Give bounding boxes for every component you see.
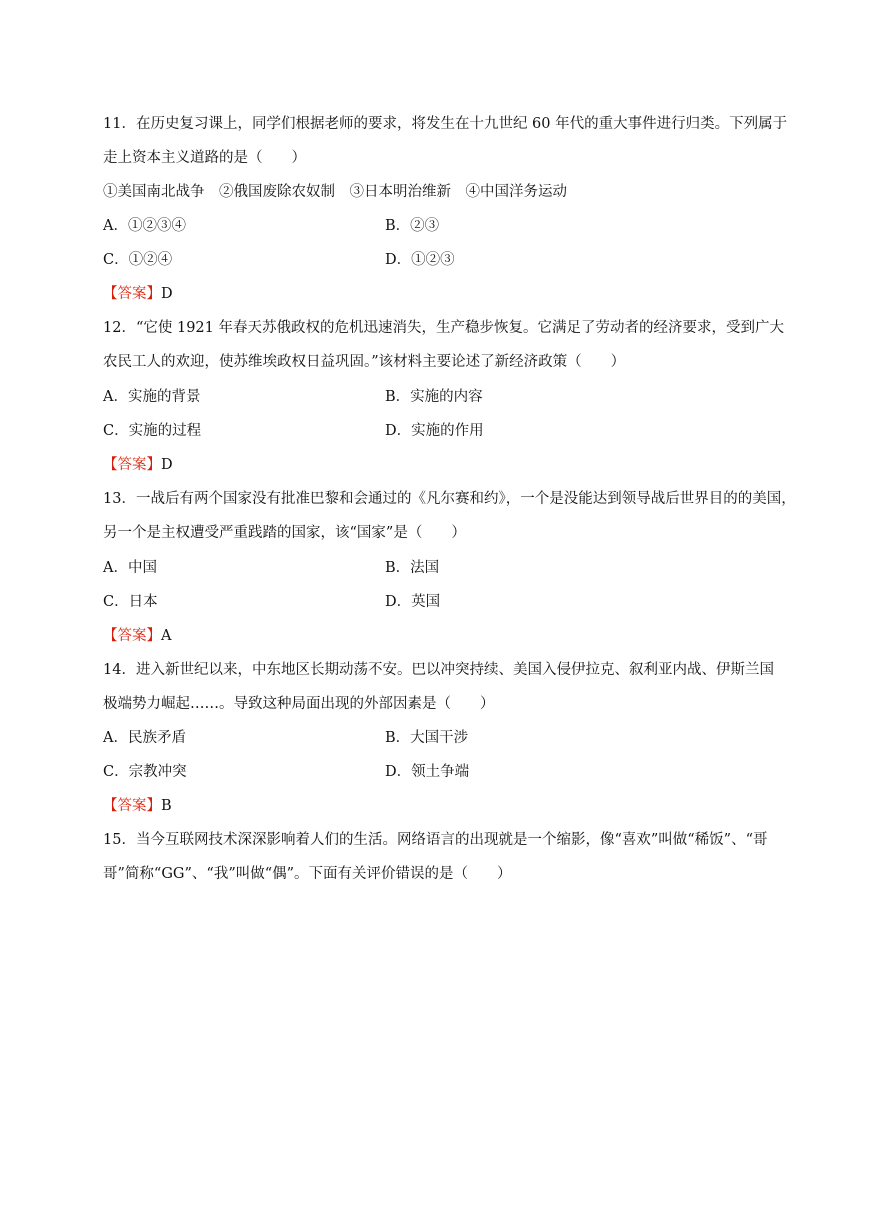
question-12-line-2: 农民工人的欢迎，使苏维埃政权日益巩固。”该材料主要论述了新经济政策（ ） bbox=[103, 354, 626, 370]
question-12-option-b: B．实施的内容 bbox=[385, 389, 483, 405]
question-11-option-b: B．②③ bbox=[385, 218, 440, 234]
question-11-option-c: C．①②④ bbox=[103, 252, 173, 268]
question-15-line-1: 15．当今互联网技术深深影响着人们的生活。网络语言的出现就是一个缩影，像“喜欢”叫做“稀饭”、“哥 bbox=[103, 832, 768, 848]
answer-value: A bbox=[161, 628, 172, 644]
question-13-option-b: B．法国 bbox=[385, 560, 440, 576]
question-14-option-d: D．领土争端 bbox=[385, 764, 470, 780]
question-14-line-2: 极端势力崛起……。导致这种局面出现的外部因素是（ ） bbox=[103, 696, 495, 712]
question-14-option-a: A．民族矛盾 bbox=[103, 730, 186, 746]
question-13-option-a: A．中国 bbox=[103, 560, 157, 576]
question-14-option-c: C．宗教冲突 bbox=[103, 764, 187, 780]
question-11-items: ①美国南北战争 ②俄国废除农奴制 ③日本明治维新 ④中国洋务运动 bbox=[103, 184, 567, 200]
question-12-option-c: C．实施的过程 bbox=[103, 423, 202, 439]
question-11-option-a: A．①②③④ bbox=[103, 218, 186, 234]
answer-label: 【答案】 bbox=[103, 798, 161, 814]
question-13-answer bbox=[103, 626, 171, 646]
question-12-answer bbox=[103, 455, 173, 475]
question-15-line-2: 哥”简称“GG”、“我”叫做“偶”。下面有关评价错误的是（ ） bbox=[103, 866, 512, 882]
question-13-option-d: D．英国 bbox=[385, 594, 441, 610]
question-12-option-d: D．实施的作用 bbox=[385, 423, 484, 439]
question-13-option-c: C．日本 bbox=[103, 594, 158, 610]
answer-label: 【答案】 bbox=[103, 457, 161, 473]
answer-value: B bbox=[161, 798, 172, 814]
question-11-line-2: 走上资本主义道路的是（ ） bbox=[103, 150, 306, 166]
question-13-line-2: 另一个是主权遭受严重践踏的国家，该“国家”是（ ） bbox=[103, 525, 466, 541]
question-11-option-d: D．①②③ bbox=[385, 252, 455, 268]
question-14-answer bbox=[103, 796, 172, 816]
question-13-line-1: 13．一战后有两个国家没有批准巴黎和会通过的《凡尔赛和约》，一个是没能达到领导战后世界目的的美国， bbox=[103, 491, 796, 507]
answer-value: D bbox=[161, 457, 173, 473]
question-11-answer bbox=[103, 284, 173, 304]
answer-value: D bbox=[161, 286, 173, 302]
question-11-line-1: 11．在历史复习课上，同学们根据老师的要求，将发生在十九世纪 60 年代的重大事件进行归类。下列属于 bbox=[103, 116, 788, 132]
question-14-option-b: B．大国干涉 bbox=[385, 730, 469, 746]
answer-label: 【答案】 bbox=[103, 628, 161, 644]
question-14-line-1: 14．进入新世纪以来，中东地区长期动荡不安。巴以冲突持续、美国入侵伊拉克、叙利亚内战、伊斯兰国 bbox=[103, 662, 774, 678]
question-12-line-1: 12．“它使 1921 年春天苏俄政权的危机迅速消失，生产稳步恢复。它满足了劳动者的经济要求，受到广大 bbox=[103, 320, 784, 336]
question-12-option-a: A．实施的背景 bbox=[103, 389, 201, 405]
answer-label: 【答案】 bbox=[103, 286, 161, 302]
